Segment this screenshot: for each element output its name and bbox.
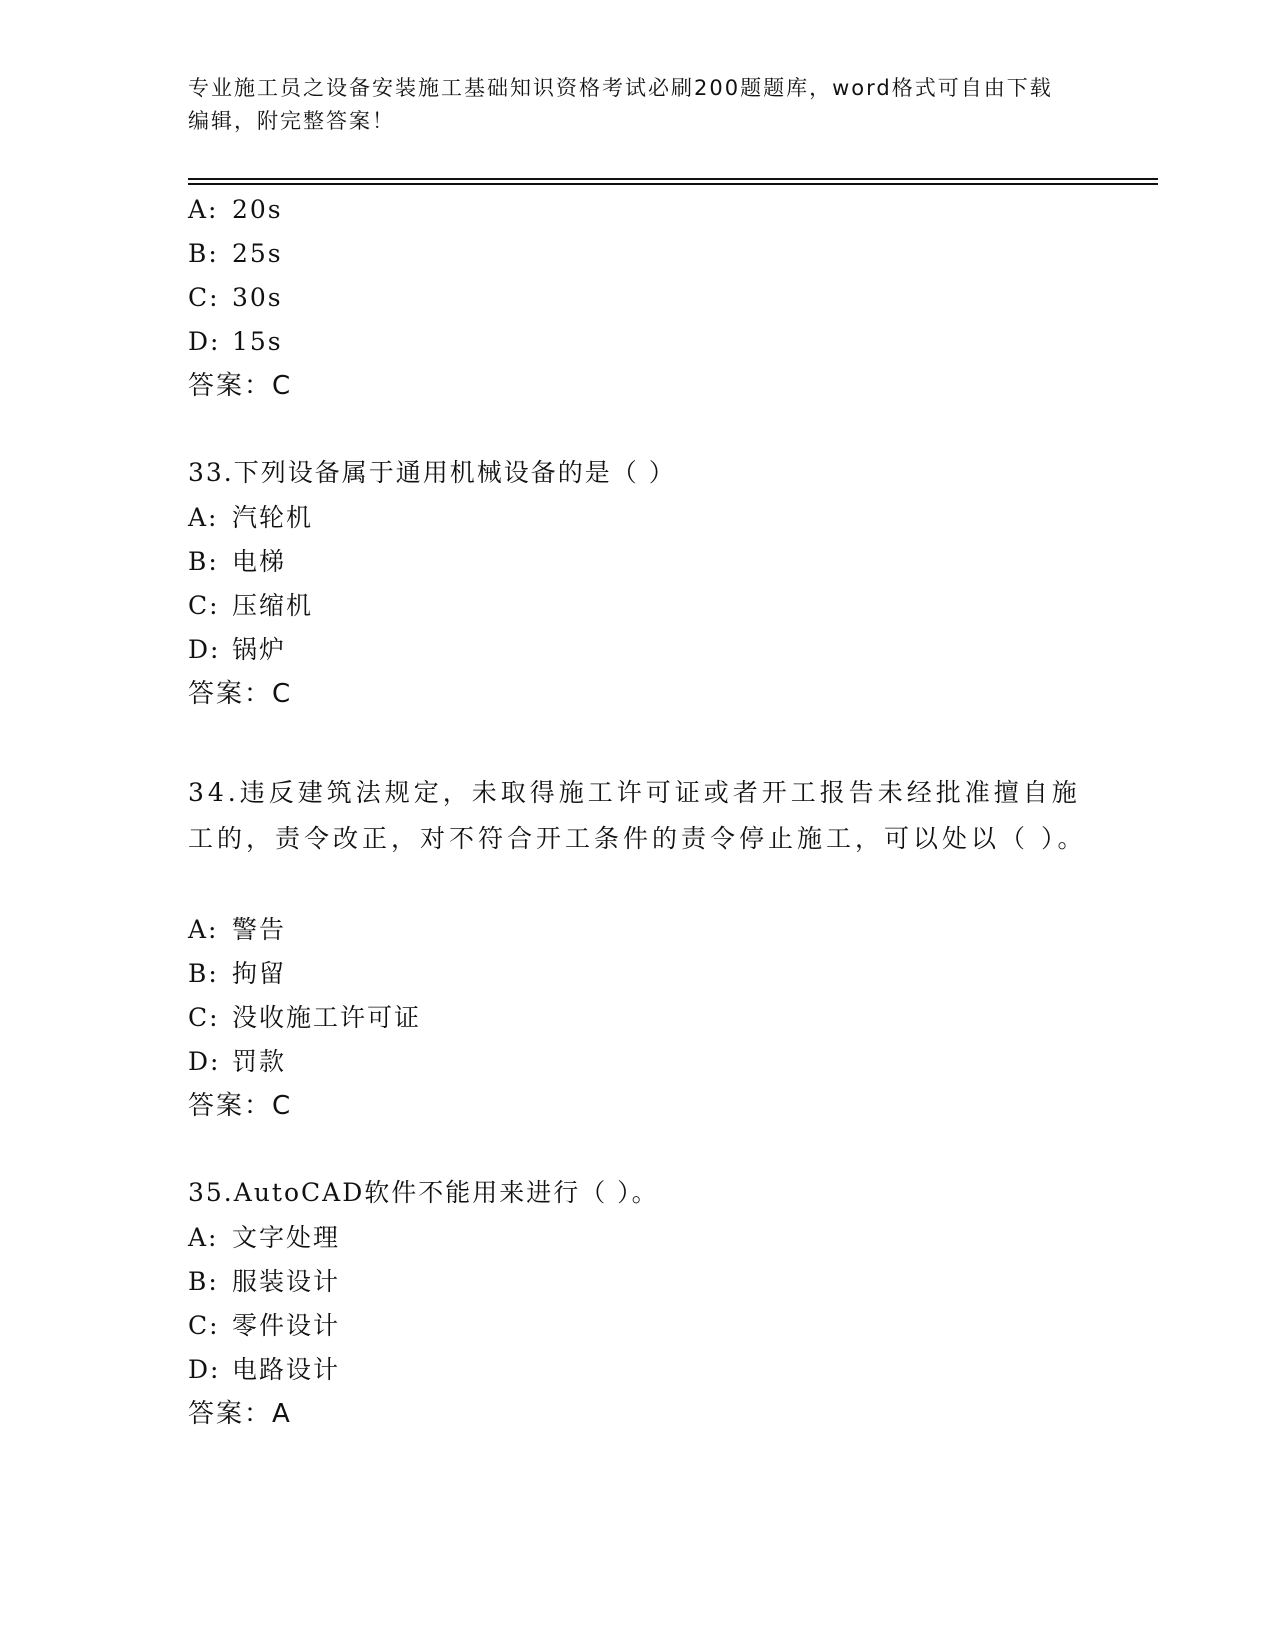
q34-answer: 答案：C <box>188 1091 293 1121</box>
q35-option-b: B: 服装设计 <box>188 1267 341 1296</box>
q33-question: 33.下列设备属于通用机械设备的是（ ） <box>188 458 676 487</box>
q33-answer: 答案：C <box>188 679 293 709</box>
q35-question: 35.AutoCAD软件不能用来进行（ ）。 <box>188 1178 659 1207</box>
q32-option-d: D: 15s <box>188 327 283 356</box>
document-header: 专业施工员之设备安装施工基础知识资格考试必刷200题题库，word格式可自由下载编辑，附完整答案！ <box>188 76 1053 133</box>
q35-option-c: C: 零件设计 <box>188 1311 341 1340</box>
q32-option-a: A: 20s <box>188 195 283 224</box>
header-divider-top <box>188 178 1158 180</box>
q32-answer: 答案：C <box>188 371 293 401</box>
q32-option-b: B: 25s <box>188 239 283 268</box>
q34-option-a: A: 警告 <box>188 915 287 944</box>
q33-option-b: B: 电梯 <box>188 547 287 576</box>
q33-option-a: A: 汽轮机 <box>188 503 314 532</box>
q35-answer: 答案：A <box>188 1399 292 1429</box>
header-divider-bottom <box>188 183 1158 185</box>
q33-option-d: D: 锅炉 <box>188 635 287 664</box>
q34-option-b: B: 拘留 <box>188 959 287 988</box>
q34-option-d: D: 罚款 <box>188 1047 287 1076</box>
q33-option-c: C: 压缩机 <box>188 591 314 620</box>
q34-option-c: C: 没收施工许可证 <box>188 1003 422 1032</box>
q32-option-c: C: 30s <box>188 283 283 312</box>
q35-option-d: D: 电路设计 <box>188 1355 341 1384</box>
q34-question: 34.违反建筑法规定，未取得施工许可证或者开工报告未经批准擅自施工的，责令改正，对不符合开工条件的责令停止施工，可以处以（ ）。 <box>188 778 1087 853</box>
q35-option-a: A: 文字处理 <box>188 1223 341 1252</box>
